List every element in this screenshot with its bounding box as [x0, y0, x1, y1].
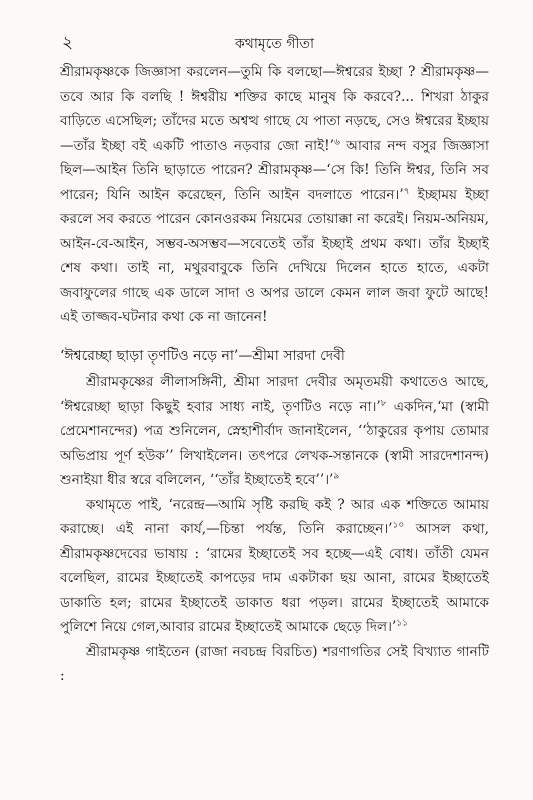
paragraph-text: শ্রীরামকৃষ্ণের লীলাসঙ্গিনী, শ্রীমা সারদা দেবীর অমৃতময়ী কথাতেও আছে, ‘ঈশ্বরেচ্ছা ছাড়া কিছুই হবার সাধ্য নাই, তৃণটিও নড়ে না।’ — [60, 374, 489, 415]
paragraph-4: শ্রীরামকৃষ্ণ গাইতেন (রাজা নবচন্দ্র বিরচিত) শরণাগতির সেই বিখ্যাত গানটি : — [60, 643, 489, 684]
section-heading: ‘ঈশ্বরেচ্ছা ছাড়া তৃণটিও নড়ে না’—শ্রীমা সারদা দেবী — [60, 347, 345, 364]
page-body — [60, 60, 489, 689]
paragraph-1 — [60, 60, 489, 330]
footnote-ref: ৮ — [380, 397, 387, 408]
page-number: ২ — [62, 33, 74, 53]
paragraph-text: আসল কথা, শ্রীরামকৃষ্ণদেবের ভাষায় : ‘রামের ইচ্ছাতেই সব হচ্ছে—এই বোধ। তাঁতী যেমন বলেছিল, রামের ইচ্ছাতেই কাপড়ের দাম একটাকা ছয় আনা, রামের ইচ্ছাতেই ডাকাতি হল; রামের ইচ্ছাতেই ডাকাত ধরা পড়ল। রামের ইচ্ছাতেই আমাকে পুলিশে নিয়ে গেল,আবার রামের ইচ্ছাতেই আমাকে ছেড়ে দিল।’ — [60, 521, 490, 635]
paragraph-text: ইচ্ছাময় ইচ্ছা করলে সব করতে পারেন কোনওরকম নিয়মের তোয়াক্কা না করেই। নিয়ম-অনিয়ম, আইন-বে-আইন, সম্ভব-অসম্ভব—সবেতেই তাঁর ইচ্ছাই প্রথম কথা। তাঁর ইচ্ছাই শেষ কথা। তাই না, মথুরবাবুকে তিনি দেখিয়ে দিলেন হাতে হাতে, একটা জবাফুলের গাছে এক ডালে সাদা ও অপর ডালে কেমন লাল জবা ফুটে আছে! এই তাজ্জব-ঘটনার কথা কে না জানেন! — [60, 186, 489, 325]
page-header — [60, 30, 489, 60]
footnote-ref: ৯ — [333, 471, 340, 482]
footnote-ref: ৬ — [333, 136, 340, 147]
footnote-ref: ৭ — [403, 185, 410, 196]
paragraph-3 — [60, 493, 489, 640]
paragraph-text: শ্রীরামকৃষ্ণকে জিজ্ঞাসা করলেন—তুমি কি বলছো—ঈশ্বরের ইচ্ছা ? শ্রীরামকৃষ্ণ—তবে আর কি বলছি ! ঈশ্বরীয় শক্তির কাছে মানুষ কি করবে?... শিখরা ঠাকুর বাড়িতে এসেছিল; তাঁদের মতে অশ্বত্থ গাছে যে পাতা নড়ছে, সেও ঈশ্বরের ইচ্ছায়—তাঁর ইচ্ছা বই একটি পাতাও নড়বার জো নাই!’ — [60, 64, 489, 154]
running-title: কথামৃতে গীতা — [234, 36, 315, 52]
paragraph-text: একদিন,‘মা (স্বামী প্রেমেশানন্দের) পত্র শুনিলেন, স্নেহাশীর্বাদ জানাইলেন, ‘‘ঠাকুরের কৃপায় তোমার অভিপ্রায় পূর্ণ হউক’’ লিখাইলেন। তৎপরে লেখক-সন্তানকে (স্বামী সারদেশানন্দ) শুনাইয়া ধীর স্বরে বলিলেন, ‘‘তাঁর ইচ্ছাতেই হবে’’।’ — [60, 398, 489, 488]
paragraph-text: কথামৃতে পাই, ‘নরেন্দ্র—আমি সৃষ্টি করছি কই ? আর এক শক্তিতে আমায় করাচ্ছে। এই নানা কার্য,—চিন্তা পর্যন্ত, তিনি করাচ্ছেন।’ — [60, 496, 489, 537]
footnote-ref: ১০ — [392, 520, 405, 531]
footnote-ref: ১১ — [396, 618, 408, 629]
paragraph-text: আবার নন্দ বসুর জিজ্ঞাসা ছিল—আইন তিনি ছাড়াতে পারেন? শ্রীরামকৃষ্ণ—‘সে কি! তিনি ঈশ্বর, তিনি সব পারেন; যিনি আইন করেছেন, তিনি আইন বদলাতে পারেন।’ — [60, 137, 489, 203]
paragraph-2 — [60, 370, 489, 493]
